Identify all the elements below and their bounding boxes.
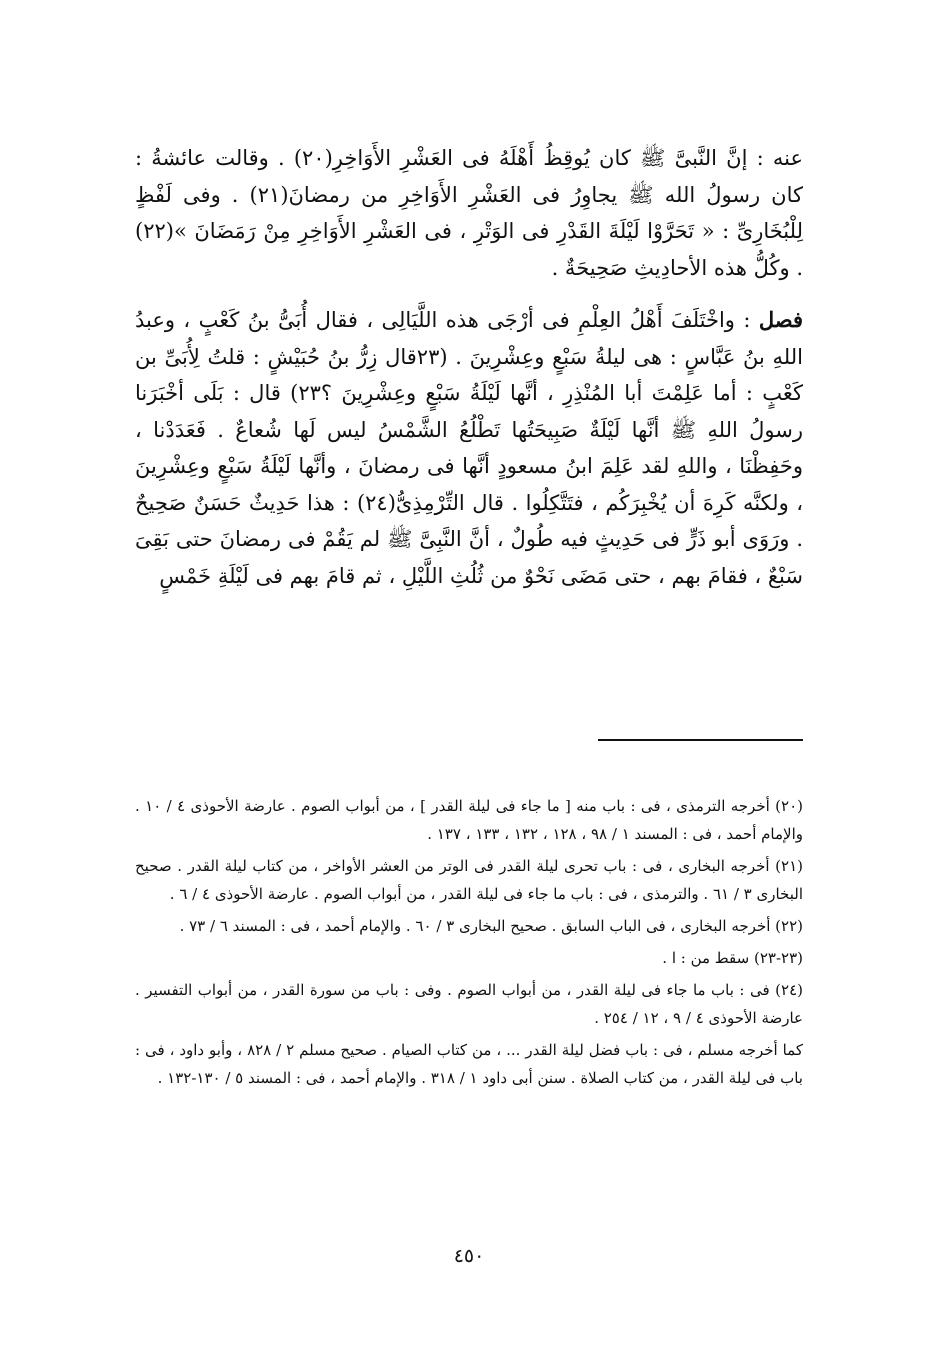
page-number: ٤٥٠: [453, 1245, 485, 1267]
footnote-24: (٢٤) فى : باب ما جاء فى ليلة القدر ، من أبواب الصوم . وفى : باب من سورة القدر ، من أبواب التفسير . عارضة الأحوذى ٤ / ٩ ، ١٢ / ٢٥٤ .: [135, 981, 803, 1027]
footnote-24-continuation: كما أخرجه مسلم ، فى : باب فضل ليلة القدر ... ، من كتاب الصيام . صحيح مسلم ٢ / ٨٢٨ ، وأبو داود ، فى : باب فى ليلة القدر ، من كتاب الصلاة . سنن أبى داود ١ / ٣١٨ . والإمام أحمد ، فى : المسند ٥ / ١٣٠-١٣٢ .: [135, 1041, 803, 1087]
paragraph-2-text: : واخْتَلَفَ أَهْلُ العِلْمِ فى أرْجَى هذه اللَّيَالِى ، فقال أُبَىُّ بنُ كَعْبٍ ، وعبدُ اللهِ بنُ عَبَّاسٍ : هى ليلةُ سَبْعٍ وعِشْرِينَ . (٢٣قال زِرُّ بنُ حُبَيْشٍ : قلتُ لِأُبَىِّ بن كَعْبٍ : أما عَلِمْتَ أبا المُنْذِرِ ، أنَّها لَيْلَةُ سَبْعٍ وعِشْرِينَ ؟٢٣) قال : بَلَى أخْبَرَنا رسولُ اللهِ ﷺ أنَّها لَيْلَةٌ صَبِيحَتُها تَطْلُعُ الشَّمْسُ ليس لَها شُعاعٌ . فَعَدَدْنا ، وحَفِظْنَا ، واللهِ لقد عَلِمَ ابنُ مسعودٍ أنَّها فى رمضانَ ، وأنَّها لَيْلَةُ سَبْعٍ وعِشْرِينَ ، ولكنَّه كَرِهَ أن يُخْبِرَكُم ، فتَتَّكِلُوا . قال التِّرْمِذِىُّ(٢٤) : هذا حَدِيثٌ حَسَنٌ صَحِيحٌ . ورَوَى أبو ذَرٍّ فى حَدِيثٍ فيه طُولٌ ، أنَّ النَّبِىَّ ﷺ لم يَقُمْ فى رمضانَ حتى بَقِىَ سَبْعٌ ، فقامَ بهم ، حتى مَضَى نَحْوٌ من ثُلُثِ اللَّيْلِ ، ثم قامَ بهم فى لَيْلَةِ خَمْسٍ: [135, 308, 803, 588]
footnote-23: (٢٣-٢٣) سقط من : ا .: [662, 949, 803, 967]
footnote-22: (٢٢) أخرجه البخارى ، فى الباب السابق . صحيح البخارى ٣ / ٦٠ . والإمام أحمد ، فى : المسند ٦ / ٧٣ .: [179, 917, 803, 935]
paragraph-1: عنه : إنَّ النَّبىَّ ﷺ كان يُوقِظُ أَهْلَهُ فى العَشْرِ الأَوَاخِرِ(٢٠) . وقالت عائشةُ : كان رسولُ الله ﷺ يجاوِرُ فى العَشْرِ الأَوَاخِرِ من رمضانَ(٢١) . وفى لَفْظٍ لِلْبُخَارِىِّ : « تَحَرَّوْا لَيْلَةَ القَدْرِ فى الوَتْرِ ، فى العَشْرِ الأَوَاخِرِ مِنْ رَمَضَانَ »(٢٢) . وكُلُّ هذه الأحادِيثِ صَحِيحَةٌ .: [135, 146, 803, 280]
main-text: [135, 140, 803, 594]
footnote-21: (٢١) أخرجه البخارى ، فى : باب تحرى ليلة القدر فى الوتر من العشر الأواخر ، من كتاب ليلة القدر . صحيح البخارى ٣ / ٦١ . والترمذى ، فى : باب ما جاء فى ليلة القدر ، من أبواب الصوم . عارضة الأحوذى ٤ / ٦ .: [135, 857, 803, 903]
footnote-separator: [598, 739, 803, 741]
footnotes: [135, 792, 803, 1096]
section-label: فصل: [758, 307, 803, 332]
footnote-20: (٢٠) أخرجه الترمذى ، فى : باب منه [ ما جاء فى ليلة القدر ] ، من أبواب الصوم . عارضة الأحوذى ٤ / ١٠ . والإمام أحمد ، فى : المسند ١ / ٩٨ ، ١٢٨ ، ١٣٢ ، ١٣٣ ، ١٣٧ .: [135, 797, 803, 843]
paragraph-2: [135, 302, 803, 594]
